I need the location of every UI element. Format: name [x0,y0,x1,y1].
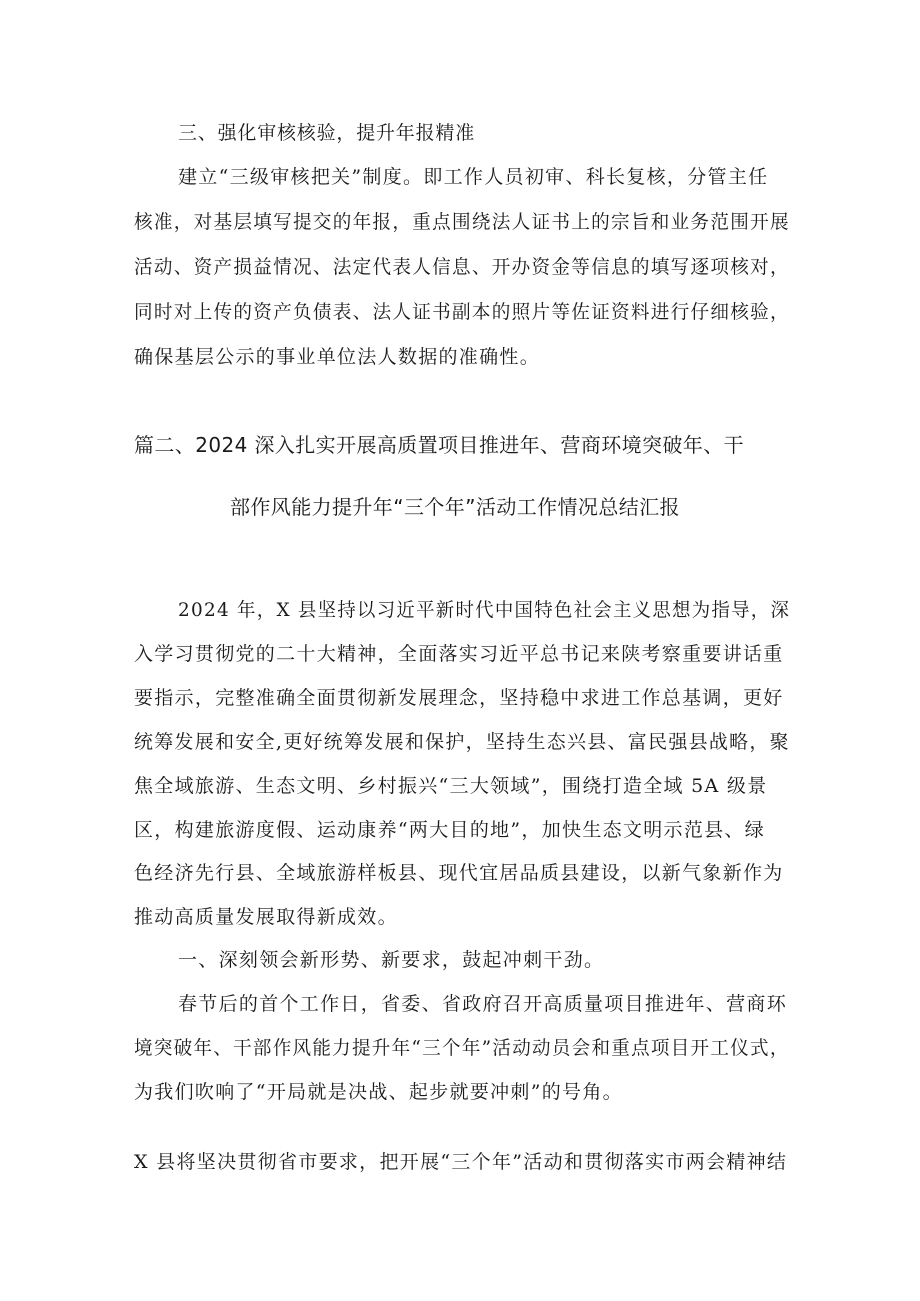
paragraph-line: X 县将坚决贯彻省市要求，把开展“三个年”活动和贯彻落实市两会精神结 [134,1151,788,1173]
article-title-line-1: 篇二、2024 深入扎实开展高质置项目推进年、营商环境突破年、干 [134,433,745,457]
paragraph-line: 境突破年、干部作风能力提升年“三个年”活动动员会和重点项目开工仪式， [134,1037,790,1059]
paragraph-line: 要指示，完整准确全面贯彻新发展理念，坚持稳中求进工作总基调，更好 [134,687,784,709]
paragraph-line: 为我们吹响了“开局就是决战、起步就要冲刺”的号角。 [134,1081,623,1103]
paragraph-line: 统筹发展和安全,更好统筹发展和保护，坚持生态兴县、富民强县战略，聚 [134,731,790,753]
paragraph-line: 确保基层公示的事业单位法人数据的准确性。 [134,346,541,368]
section-heading: 一、深刻领会新形势、新要求，鼓起冲刺干劲。 [178,949,605,971]
paragraph-line: 同时对上传的资产负债表、法人证书副本的照片等佐证资料进行仔细核验， [134,301,790,323]
paragraph-line: 核准，对基层填写提交的年报，重点围绕法人证书上的宗旨和业务范围开展 [134,211,790,233]
paragraph-line: 2024 年，X 县坚持以习近平新时代中国特色社会主义思想为指导，深 [178,599,791,621]
paragraph-line: 入学习贯彻党的二十大精神，全面落实习近平总书记来陕考察重要讲话重 [134,643,784,665]
paragraph-line: 焦全域旅游、生态文明、乡村振兴“三大领域”，围绕打造全域 5A 级景 [134,775,768,797]
paragraph-line: 建立“三级审核把关”制度。即工作人员初审、科长复核，分管主任 [178,166,769,188]
paragraph-line: 活动、资产损益情况、法定代表人信息、开办资金等信息的填写逐项核对， [134,256,790,278]
paragraph-line: 春节后的首个工作日，省委、省政府召开高质量项目推进年、营商环 [178,993,788,1015]
paragraph-line: 推动高质量发展取得新成效。 [134,906,398,928]
paragraph-line: 区，构建旅游度假、运动康养“两大目的地”，加快生态文明示范县、绿 [134,819,766,841]
paragraph-line: 色经济先行县、全域旅游样板县、现代宜居品质县建设，以新气象新作为 [134,862,784,884]
section-heading: 三、强化审核核验，提升年报精准 [178,122,476,144]
article-title-line-2: 部作风能力提升年“三个年”活动工作情况总结汇报 [230,495,680,519]
